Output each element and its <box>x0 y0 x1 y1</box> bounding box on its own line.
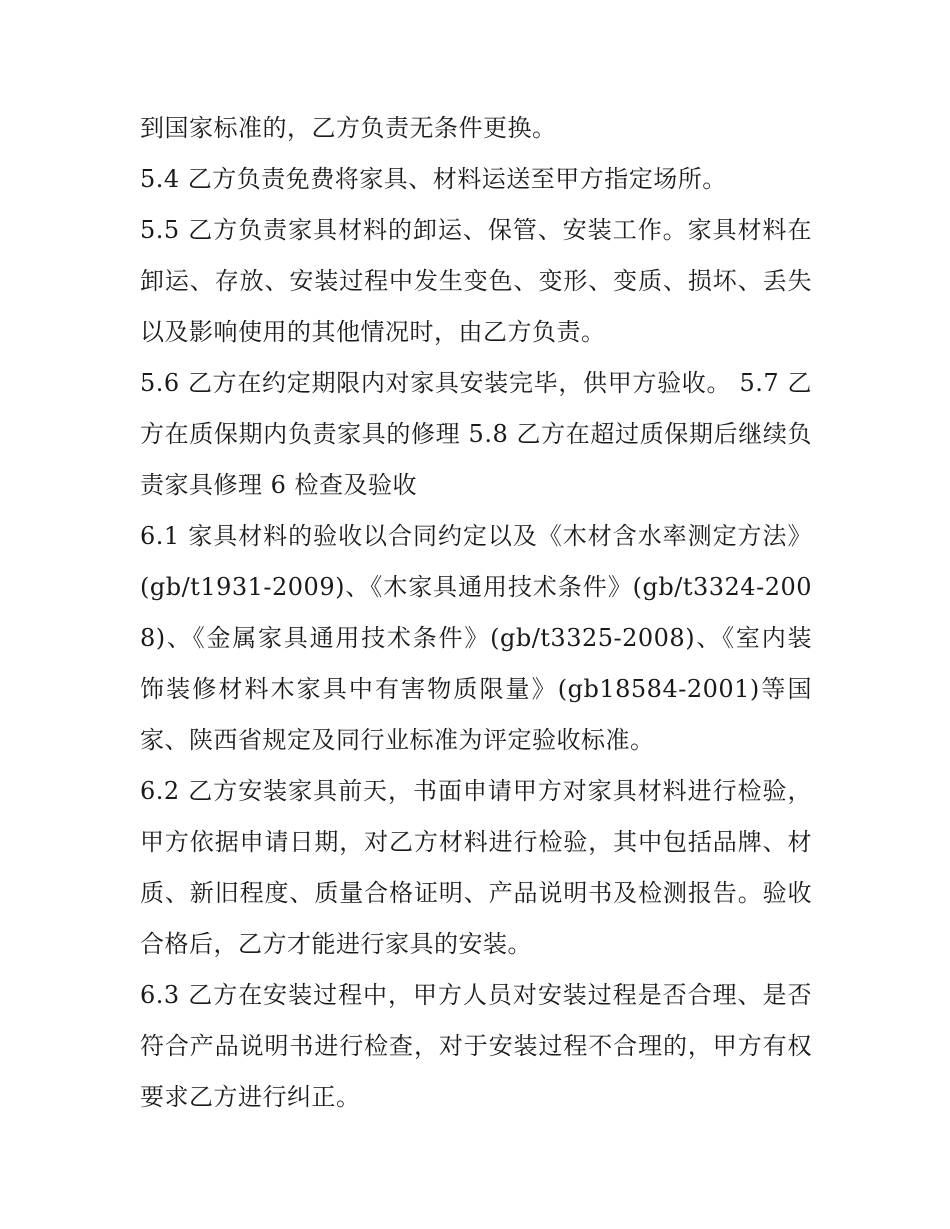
paragraph-5-4-delivery: 5.4 乙方负责免费将家具、材料运送至甲方指定场所。 <box>140 165 727 193</box>
paragraph-6-2-material-check: 6.2 乙方安装家具前天，书面申请甲方对家具材料进行检验，甲方依据申请日期，对乙方材料进行检验，其中包括品牌、材质、新旧程度、质量合格证明、产品说明书及检测报告。验收合格后，乙方才能进行家具的安装。 <box>140 777 812 958</box>
paragraph-5-6-to-6-inspection: 5.6 乙方在约定期限内对家具安装完毕，供甲方验收。 5.7 乙方在质保期内负责家具的修理 5.8 乙方在超过质保期后继续负责家具修理 6 检查及验收 <box>140 369 812 499</box>
document-body <box>140 103 812 1123</box>
paragraph-5-5-handling: 5.5 乙方负责家具材料的卸运、保管、安装工作。家具材料在卸运、存放、安装过程中发生变色、变形、变质、损坏、丢失以及影响使用的其他情况时，由乙方负责。 <box>140 216 812 346</box>
paragraph-6-3-installation-check: 6.3 乙方在安装过程中，甲方人员对安装过程是否合理、是否符合产品说明书进行检查，对于安装过程不合理的，甲方有权要求乙方进行纠正。 <box>140 981 812 1111</box>
paragraph-replacement-clause-end: 到国家标准的，乙方负责无条件更换。 <box>140 114 557 142</box>
paragraph-6-1-standards: 6.1 家具材料的验收以合同约定以及《木材含水率测定方法》(gb/t1931-2009)、《木家具通用技术条件》(gb/t3324-2008)、《金属家具通用技术条件》(gb/t3325-2008)、《室内装饰装修材料木家具中有害物质限量》(gb18584-2001)等国家、陕西省规定及同行业标准为评定验收标准。 <box>140 522 812 754</box>
